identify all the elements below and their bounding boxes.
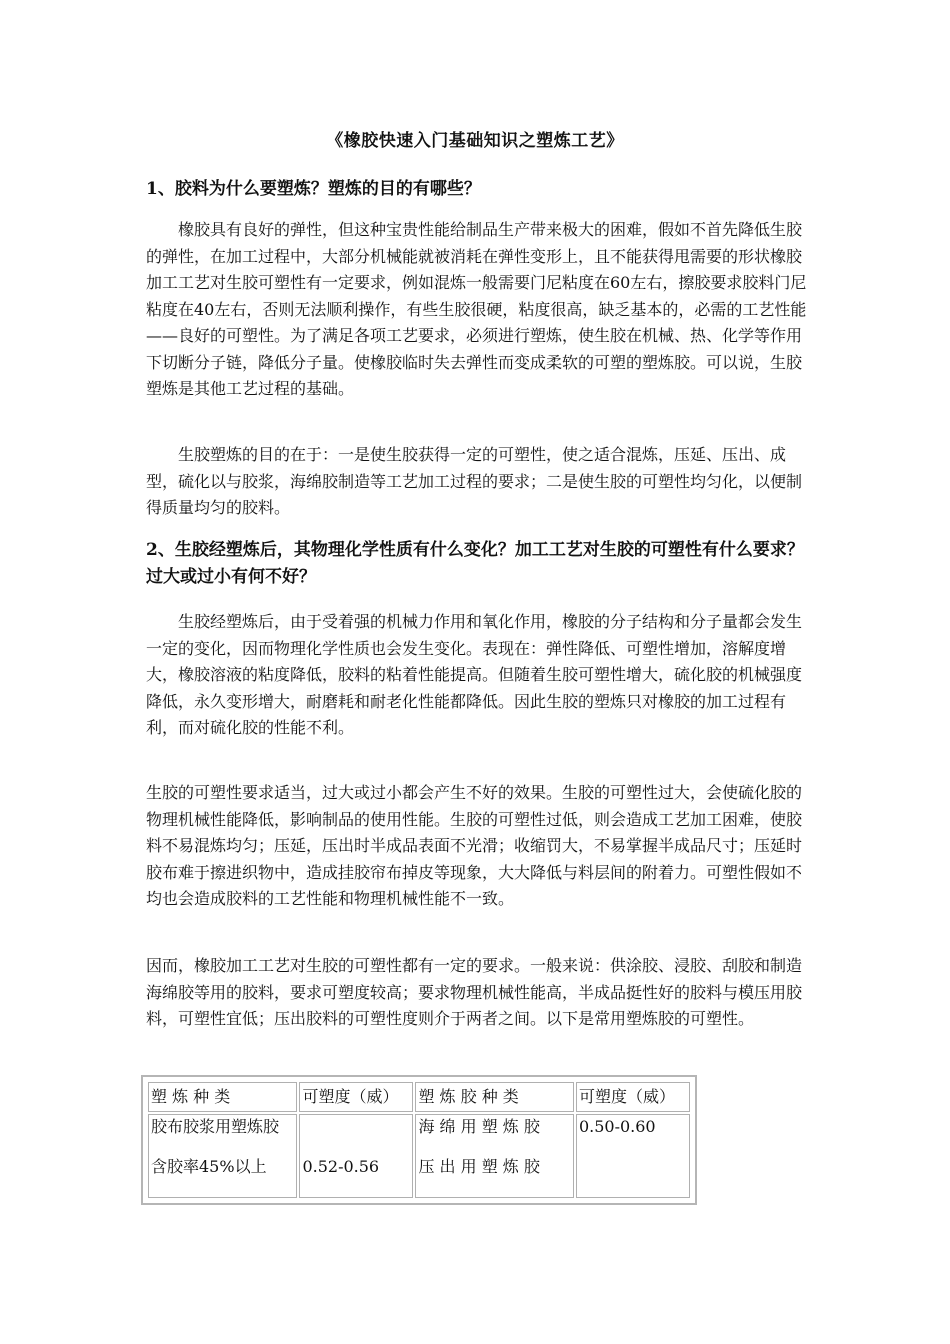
cell-text: 0.50-0.60	[578, 1117, 656, 1136]
section-1-paragraph-2: 生胶塑炼的目的在于：一是使生胶获得一定的可塑性，使之适合混炼，压延、压出、成型，硫化以与胶浆，海绵胶制造等工艺加工过程的要求；二是使生胶的可塑性均匀化，以便制得质量均匀的胶料。	[146, 445, 803, 517]
plasticity-table-grid	[146, 1080, 692, 1200]
table-cell	[415, 1114, 574, 1198]
table-header-cell: 塑 炼 胶 种 类	[415, 1082, 574, 1112]
table-cell	[576, 1114, 690, 1198]
cell-text: 压 出 用 塑 炼 胶	[418, 1157, 540, 1176]
plasticity-table	[141, 1075, 697, 1205]
section-1-heading: 1、胶料为什么要塑炼？塑炼的目的有哪些？	[146, 179, 481, 199]
cell-text: 含胶率45%以上	[151, 1157, 267, 1176]
table-header-row	[148, 1082, 690, 1112]
section-2-paragraph-2: 生胶的可塑性要求适当，过大或过小都会产生不好的效果。生胶的可塑性过大，会使硫化胶的物理机械性能降低，影响制品的使用性能。生胶的可塑性过低，则会造成工艺加工困难，使胶料不易混炼均匀；压延，压出时半成品表面不光滑；收缩罚大，不易掌握半成品尺寸；压延时胶布难于擦进织物中，造成挂胶帘布掉皮等现象，大大降低与料层间的附着力。可塑性假如不均也会造成胶料的工艺性能和物理机械性能不一致。	[146, 783, 803, 908]
document-title: 《橡胶快速入门基础知识之塑炼工艺》	[326, 131, 624, 151]
table-header-cell: 可塑度（威）	[576, 1082, 690, 1112]
table-header-cell: 可塑度（威）	[299, 1082, 413, 1112]
table-cell	[299, 1114, 413, 1198]
table-cell	[148, 1114, 297, 1198]
table-row	[148, 1114, 690, 1198]
cell-text: 胶布胶浆用塑炼胶	[151, 1117, 280, 1136]
section-2-paragraph-1: 生胶经塑炼后，由于受着强的机械力作用和氧化作用，橡胶的分子结构和分子量都会发生一定的变化，因而物理化学性质也会发生变化。表现在：弹性降低、可塑性增加，溶解度增大，橡胶溶液的粘度降低，胶料的粘着性能提高。但随着生胶可塑性增大，硫化胶的机械强度降低，永久变形增大，耐磨耗和耐老化性能都降低。因此生胶的塑炼只对橡胶的加工过程有利，而对硫化胶的性能不利。	[146, 612, 803, 737]
section-2-paragraph-3: 因而，橡胶加工工艺对生胶的可塑性都有一定的要求。一般来说：供涂胶、浸胶、刮胶和制造海绵胶等用的胶料，要求可塑度较高；要求物理机械性能高，半成品挺性好的胶料与模压用胶料，可塑性宜低；压出胶料的可塑性度则介于两者之间。以下是常用塑炼胶的可塑性。	[146, 956, 803, 1028]
table-header-cell: 塑 炼 种 类	[148, 1082, 297, 1112]
section-2-heading: 2、生胶经塑炼后，其物理化学性质有什么变化？加工工艺对生胶的可塑性有什么要求？过大或过小有何不好？	[146, 540, 804, 587]
section-1-paragraph-1: 橡胶具有良好的弹性，但这种宝贵性能给制品生产带来极大的困难，假如不首先降低生胶的弹性，在加工过程中，大部分机械能就被消耗在弹性变形上，且不能获得甩需要的形状橡胶加工工艺对生胶可塑性有一定要求，例如混炼一般需要门尼粘度在60左右，擦胶要求胶料门尼粘度在40左右，否则无法顺利操作，有些生胶很硬，粘度很高，缺乏基本的，必需的工艺性能——良好的可塑性。为了满足各项工艺要求，必须进行塑炼，使生胶在机械、热、化学等作用下切断分子链，降低分子量。使橡胶临时失去弹性而变成柔软的可塑的塑炼胶。可以说，生胶塑炼是其他工艺过程的基础。	[146, 220, 807, 398]
cell-text: 海 绵 用 塑 炼 胶	[418, 1117, 540, 1136]
cell-text: 0.52-0.56	[302, 1157, 380, 1176]
